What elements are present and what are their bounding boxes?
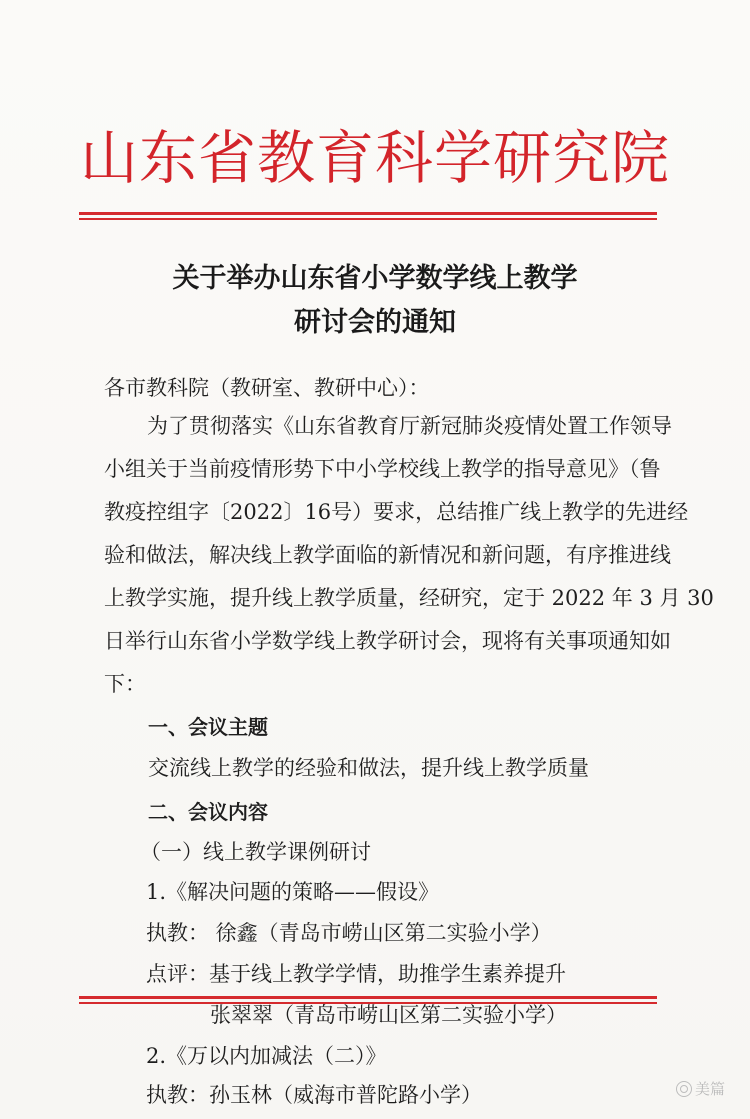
- body-line: 日举行山东省小学数学线上教学研讨会，现将有关事项通知如: [104, 629, 671, 653]
- watermark: [676, 1078, 725, 1099]
- section-1-text: 交流线上教学的经验和做法，提升线上教学质量: [148, 756, 589, 780]
- header-rule-thick: [79, 212, 657, 215]
- body-line: 验和做法，解决线上教学面临的新情况和新问题，有序推进线: [104, 543, 671, 567]
- body-line: 下：: [104, 672, 146, 696]
- watermark-text: 美篇: [695, 1080, 726, 1098]
- item-1-reviewer: 张翠翠（青岛市崂山区第二实验小学）: [210, 1003, 567, 1027]
- body-line: 教疫控组字〔2022〕16号）要求，总结推广线上教学的先进经: [104, 500, 689, 524]
- body-line: 上教学实施，提升线上教学质量，经研究，定于 2022 年 3 月 30: [104, 586, 714, 610]
- item-2-teacher: 执教：孙玉林（威海市普陀路小学）: [146, 1083, 482, 1107]
- letterhead-title: 山东省教育科学研究院: [79, 124, 670, 192]
- watermark-logo-icon: [676, 1081, 692, 1097]
- section-heading-2: 二、会议内容: [148, 800, 268, 824]
- section-heading-1: 一、会议主题: [148, 715, 268, 739]
- header-rule-thin: [79, 218, 657, 220]
- item-2-title: 2.《万以内加减法（二）》: [146, 1044, 387, 1068]
- item-1-review: 点评：基于线上教学学情，助推学生素养提升: [146, 962, 566, 986]
- body-line: 小组关于当前疫情形势下中小学校线上教学的指导意见》（鲁: [104, 457, 661, 481]
- footer-rule-thin: [79, 1002, 657, 1004]
- item-1-teacher: 执教： 徐鑫（青岛市崂山区第二实验小学）: [146, 921, 552, 945]
- notice-title-line-1: 关于举办山东省小学数学线上教学: [172, 263, 578, 294]
- notice-title-line-2: 研讨会的通知: [294, 307, 456, 338]
- footer-rule-thick: [79, 996, 657, 999]
- salutation: 各市教科院（教研室、教研中心）：: [104, 376, 430, 400]
- subsection-heading: （一）线上教学课例研讨: [140, 840, 371, 864]
- body-line: 为了贯彻落实《山东省教育厅新冠肺炎疫情处置工作领导: [147, 414, 672, 438]
- item-1-title: 1.《解决问题的策略——假设》: [146, 880, 440, 904]
